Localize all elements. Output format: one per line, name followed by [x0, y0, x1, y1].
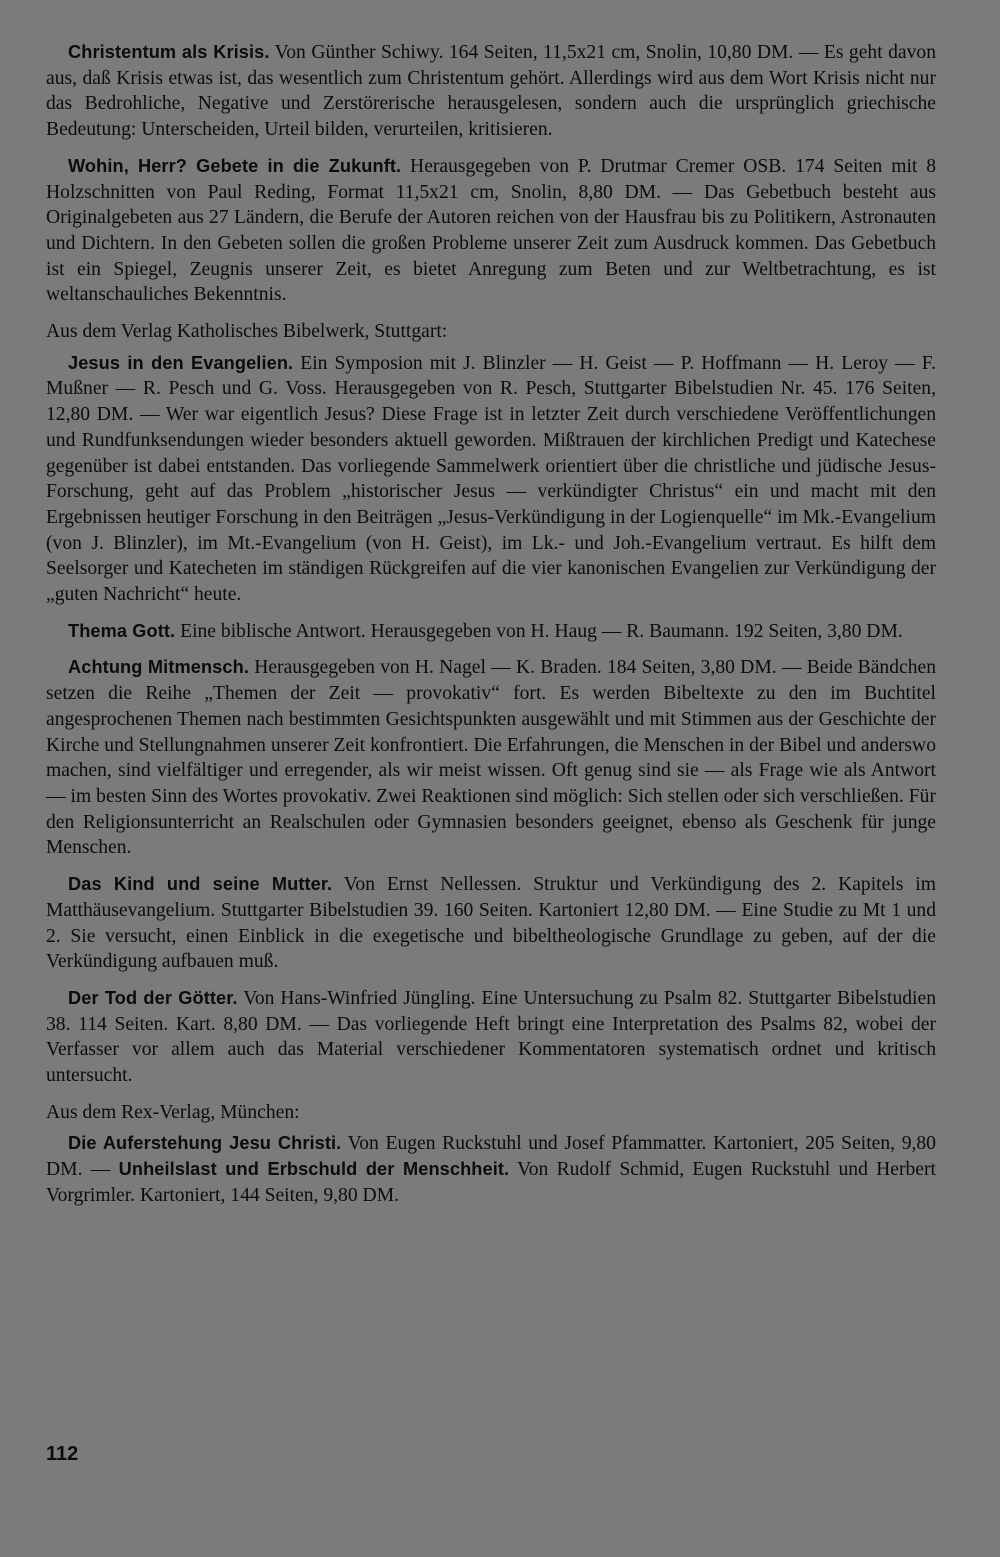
- entry-text: Herausgegeben von H. Nagel — K. Braden. 184 Seiten, 3,80 DM. — Beide Bändchen setzen die Reihe „Themen der Zeit — provokativ“ fort. Es werden Bibeltexte zu den im Buchtitel angesprochenen Themen nach bestimmten Gesichtspunkten ausgewählt und mit Stimmen aus der Geschichte der Kirche und Stellungnahmen unserer Zeit konfrontiert. Die Erfahrungen, die Menschen in der Bibel und anderswo machen, sind vielfältiger und erregender, als wir meist wissen. Oft genug sind sie — als Frage wie als Antwort — im besten Sinn des Wortes provokativ. Zwei Reaktionen sind möglich: Sich stellen oder sich verschließen. Für den Religionsunterricht an Realschulen oder Gymnasien besonders geeignet, ebenso als Geschenk für junge Menschen.: [46, 657, 936, 859]
- entry-title: Der Tod der Götter.: [68, 987, 238, 1008]
- entry-title: Thema Gott.: [68, 620, 176, 641]
- entry-jesus-in-den-evangelien: [46, 351, 936, 608]
- entry-title: Die Auferstehung Jesu Christi.: [68, 1133, 342, 1154]
- section-heading-bibelwerk: Aus dem Verlag Katholisches Bibelwerk, Stuttgart:: [46, 321, 448, 343]
- entry-title: Achtung Mitmensch.: [68, 657, 249, 678]
- entry-christentum-als-krisis: [46, 40, 936, 143]
- entry-achtung-mitmensch: [46, 655, 936, 861]
- entry-text: Ein Symposion mit J. Blinzler — H. Geist — P. Hoffmann — H. Leroy — F. Mußner — R. Pesch und G. Voss. Herausgegeben von R. Pesch, Stuttgarter Bibelstudien Nr. 45. 176 Seiten, 12,80 DM. — Wer war eigentlich Jesus? Diese Frage ist in letzter Zeit durch verschiedene Veröffentlichungen und Rundfunksendungen wieder besonders aktuell geworden. Mißtrauen der kirchlichen Predigt und Katechese gegenüber ist dabei entstanden. Das vorliegende Sammelwerk orientiert über die christliche und jüdische Jesus-Forschung, geht auf das Problem „historischer Jesus — verkündigter Christus“ ein und macht mit den Ergebnissen heutiger Forschung in den Beiträgen „Jesus-Verkündigung in der Logienquelle“ im Mk.-Evangelium (von J. Blinzler), im Mt.-Evangelium (von H. Geist), im Lk.- und Joh.-Evangelium vertraut. Es hilft dem Seelsorger und Katecheten im ständigen Rückgreifen auf die vier kanonischen Evangelien zur Verkündigung der „guten Nachricht“ heute.: [46, 352, 936, 606]
- entry-text: Herausgegeben von P. Drutmar Cremer OSB. 174 Seiten mit 8 Holzschnitten von Paul Reding, Format 11,5x21 cm, Snolin, 8,80 DM. — Das Gebetbuch besteht aus Originalgebeten aus 27 Ländern, die Berufe der Autoren reichen von der Hausfrau bis zu Politikern, Astronauten und Dichtern. In den Gebeten sollen die großen Probleme unserer Zeit zum Ausdruck kommen. Das Gebetbuch ist ein Spiegel, Zeugnis unserer Zeit, es bietet Anregung zum Beten und zur Weltbetrachtung, es ist weltanschauliches Bekenntnis.: [46, 155, 937, 306]
- entry-title-unheilslast: Unheilslast und Erbschuld der Menschheit.: [118, 1159, 510, 1180]
- entry-title: Wohin, Herr? Gebete in die Zukunft.: [68, 155, 402, 176]
- entry-title: Jesus in den Evangelien.: [68, 352, 294, 373]
- section-heading-rex-verlag: Aus dem Rex-Verlag, München:: [46, 1101, 300, 1123]
- page-number: 112: [46, 1443, 79, 1465]
- entry-text: Von Hans-Winfried Jüngling. Eine Untersuchung zu Psalm 82. Stuttgarter Bibelstudien 38. 114 Seiten. Kart. 8,80 DM. — Das vorliegende Heft bringt eine Interpretation des Psalms 82, wobei der Verfasser vor allem auch das Material verschiedener Kommentatoren systematisch ordnet und kritisch untersucht.: [46, 987, 936, 1087]
- entry-das-kind-und-seine-mutter: [46, 872, 936, 975]
- entry-die-auferstehung-jesu-christi: [46, 1131, 936, 1208]
- entry-title: Das Kind und seine Mutter.: [68, 874, 333, 895]
- entry-der-tod-der-goetter: [46, 986, 936, 1089]
- entry-text-unheilslast: Von Rudolf Schmid, Eugen Ruckstuhl und Herbert Vorgrimler. Kartoniert, 144 Seiten, 9,80 DM.: [46, 1159, 936, 1206]
- entry-wohin-herr: [46, 154, 936, 308]
- entry-text: Von Günther Schiwy. 164 Seiten, 11,5x21 cm, Snolin, 10,80 DM. — Es geht davon aus, daß Krisis etwas ist, das wesentlich zum Christentum gehört. Allerdings wird aus dem Wort Krisis nicht nur das Bedrohliche, Negative und Zerstörerische herausgelesen, sondern auch die ursprünglich griechische Bedeutung: Unterscheiden, Urteil bilden, verurteilen, kritisieren.: [46, 42, 936, 141]
- entry-text: Von Ernst Nellessen. Struktur und Verkündigung des 2. Kapitels im Matthäusevangelium. Stuttgarter Bibelstudien 39. 160 Seiten. Kartoniert 12,80 DM. — Eine Studie zu Mt 1 und 2. Sie versucht, einen Einblick in die exegetische und bibeltheologische Grundlage zu geben, auf der die Verkündigung aufbauen muß.: [46, 874, 936, 973]
- entry-thema-gott: [46, 619, 936, 645]
- entry-text: Eine biblische Antwort. Herausgegeben von H. Haug — R. Baumann. 192 Seiten, 3,80 DM.: [175, 620, 903, 642]
- entry-title: Christentum als Krisis.: [68, 42, 270, 62]
- entry-text: Von Eugen Ruckstuhl und Josef Pfammatter. Kartoniert, 205 Seiten, 9,80 DM. —: [46, 1133, 936, 1181]
